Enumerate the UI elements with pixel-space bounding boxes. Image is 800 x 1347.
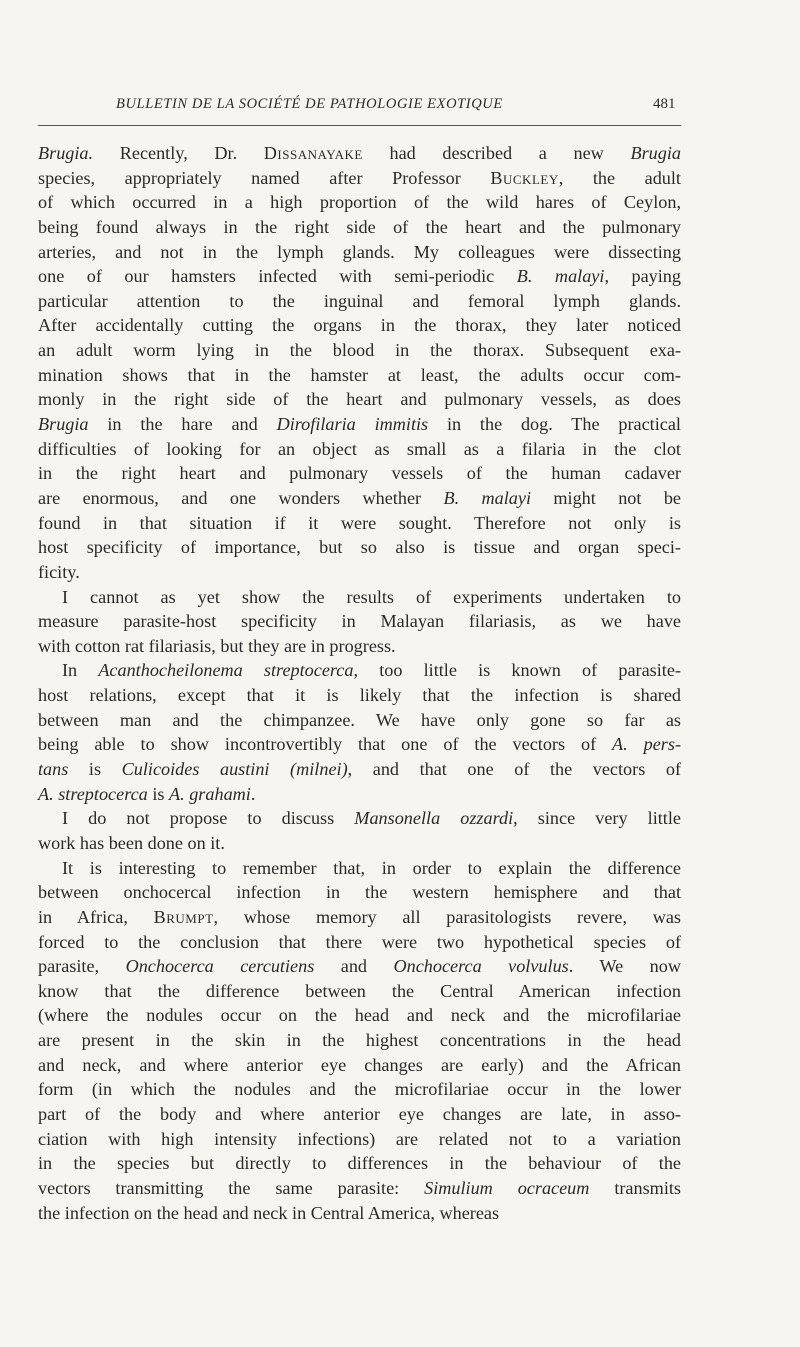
text-line [38, 831, 681, 856]
text-run: ficity. [38, 561, 80, 582]
italic-term: Culicoides austini (milnei) [121, 759, 348, 780]
author-name: Brumpt [153, 906, 214, 927]
text-line [38, 387, 681, 412]
text-line [38, 535, 681, 560]
text-run: an adult worm lying in the blood in the thorax. Subsequent exa- [38, 340, 681, 361]
text-line [38, 708, 681, 733]
text-run: with cotton rat filariasis, but they are in progress. [38, 635, 396, 656]
text-line [38, 363, 681, 388]
text-run: one of our hamsters infected with semi-periodic [38, 266, 517, 287]
text-run: mination shows that in the hamster at least, the adults occur com- [38, 364, 681, 385]
text-run: being able to show incontrovertibly that one of the vectors of [38, 734, 613, 755]
text-line [38, 634, 681, 659]
text-run: in the hare and [88, 414, 277, 435]
text-line [38, 166, 681, 191]
italic-term: A. grahami [169, 783, 251, 804]
text-run: in the dog. The practical [428, 414, 681, 435]
text-line [38, 880, 681, 905]
text-run: host specificity of importance, but so also is tissue and organ speci- [38, 537, 681, 558]
text-run: After accidentally cutting the organs in the thorax, they later noticed [38, 315, 681, 336]
text-run: between man and the chimpanzee. We have only gone so far as [38, 709, 681, 730]
text-run: and [314, 956, 394, 977]
page-number: 481 [653, 96, 676, 112]
text-run: , and that one of the vectors of [347, 759, 681, 780]
text-run: I cannot as yet show the results of experiments undertaken to [62, 586, 681, 607]
text-line [38, 1028, 681, 1053]
text-run: being found always in the right side of the heart and the pulmonary [38, 216, 681, 237]
text-run: particular attention to the inguinal and femoral lymph glands. [38, 290, 681, 311]
text-run: the infection on the head and neck in Central America, whereas [38, 1202, 500, 1223]
text-run: difficulties of looking for an object as small as a filaria in the clot [38, 438, 681, 459]
text-run: is [147, 783, 169, 804]
text-line [38, 1003, 681, 1028]
text-line [38, 412, 681, 437]
text-line [38, 1053, 681, 1078]
text-run: measure parasite-host specificity in Malayan filariasis, as we have [38, 611, 681, 632]
text-run: ciation with high intensity infections) are related not to a variation [38, 1128, 681, 1149]
text-line [38, 1176, 681, 1201]
text-run: vectors transmitting the same parasite: [38, 1177, 425, 1198]
text-line [38, 782, 681, 807]
text-run: monly in the right side of the heart and pulmonary vessels, as does [38, 389, 681, 410]
text-line [38, 1151, 681, 1176]
italic-term: A. pers- [612, 734, 681, 755]
text-run: arteries, and not in the lymph glands. My colleagues were dissecting [38, 241, 681, 262]
italic-term: A. streptocerca [38, 783, 148, 804]
text-run: of which occurred in a high proportion of the wild hares of Ceylon, [38, 192, 681, 213]
italic-term: Brugia [38, 414, 89, 435]
text-line [38, 806, 681, 831]
text-run: know that the difference between the Central American infection [38, 980, 681, 1001]
text-run: forced to the conclusion that there were two hypothetical species of [38, 931, 681, 952]
text-run: had described a new [362, 143, 631, 163]
text-line [38, 683, 681, 708]
header-rule [38, 125, 681, 126]
text-line [38, 930, 681, 955]
text-line [38, 905, 681, 930]
text-run: are present in the skin in the highest concentrations in the head [38, 1030, 681, 1051]
text-line [38, 338, 681, 363]
text-line [38, 437, 681, 462]
text-line [38, 190, 681, 215]
text-line [38, 1127, 681, 1152]
text-line [38, 856, 681, 881]
text-run: is [68, 759, 122, 780]
text-line [38, 215, 681, 240]
italic-term: Onchocerca cercutiens [125, 956, 315, 977]
italic-term: B. malayi [443, 487, 532, 508]
text-run: transmits [589, 1177, 682, 1198]
body-text [38, 141, 681, 1225]
text-line [38, 609, 681, 634]
text-run: . [250, 783, 256, 804]
text-run: , paying [604, 266, 681, 287]
italic-term: tans [38, 759, 69, 780]
text-line [38, 313, 681, 338]
text-run: , whose memory all parasitologists revere, was [213, 906, 682, 927]
author-name: Buckley [490, 167, 559, 188]
text-run: , since very little [513, 808, 681, 829]
text-run: in Africa, [38, 906, 154, 927]
text-line [38, 264, 681, 289]
text-line [38, 1077, 681, 1102]
text-run: and neck, and where anterior eye changes are early) and the African [38, 1054, 681, 1075]
text-run: I do not propose to discuss [62, 808, 355, 829]
text-run: work has been done on it. [38, 832, 225, 853]
text-line [38, 1102, 681, 1127]
text-line [38, 289, 681, 314]
text-line [38, 585, 681, 610]
italic-term: Acanthocheilonema streptocerca [98, 660, 354, 681]
italic-term: Onchocerca volvulus [393, 956, 569, 977]
text-run: parasite, [38, 956, 126, 977]
text-run: (where the nodules occur on the head and neck and the microfilariae [38, 1005, 681, 1026]
italic-term: Brugia [630, 143, 681, 163]
italic-term: Dirofilaria immitis [276, 414, 429, 435]
italic-term: B. malayi [516, 266, 605, 287]
text-run: , the adult [558, 167, 681, 188]
text-line [38, 240, 681, 265]
text-run: host relations, except that it is likely that the infection is shared [38, 685, 681, 706]
text-run: It is interesting to remember that, in order to explain the difference [62, 857, 681, 878]
text-run: . We now [568, 956, 682, 977]
italic-term: Simulium ocraceum [424, 1177, 590, 1198]
text-run: Recently, Dr. [93, 143, 264, 163]
text-line [38, 954, 681, 979]
text-run: might not be [531, 487, 681, 508]
italic-term: Mansonella ozzardi [354, 808, 514, 829]
text-line [38, 757, 681, 782]
text-run: in the species but directly to differences in the behaviour of the [38, 1153, 681, 1174]
running-head: BULLETIN DE LA SOCIÉTÉ DE PATHOLOGIE EXOTIQUE [116, 96, 503, 112]
text-line [38, 486, 681, 511]
text-run: in the right heart and pulmonary vessels of the human cadaver [38, 463, 681, 484]
text-line [38, 732, 681, 757]
text-run: are enormous, and one wonders whether [38, 487, 444, 508]
text-run: found in that situation if it were sought. Therefore not only is [38, 512, 681, 533]
author-name: Dissanayake [263, 143, 363, 163]
text-run: , too little is known of parasite- [353, 660, 681, 681]
text-line [38, 511, 681, 536]
text-run: In [62, 660, 99, 681]
italic-term: Brugia. [38, 143, 94, 163]
text-run: species, appropriately named after Professor [38, 167, 491, 188]
text-line [38, 560, 681, 585]
text-line [38, 1201, 681, 1226]
text-run: part of the body and where anterior eye changes are late, in asso- [38, 1103, 681, 1124]
text-run: between onchocercal infection in the western hemisphere and that [38, 882, 681, 903]
text-line [38, 979, 681, 1004]
text-line [38, 461, 681, 486]
text-line [38, 658, 681, 683]
text-line [38, 141, 681, 166]
text-run: form (in which the nodules and the microfilariae occur in the lower [38, 1079, 681, 1100]
